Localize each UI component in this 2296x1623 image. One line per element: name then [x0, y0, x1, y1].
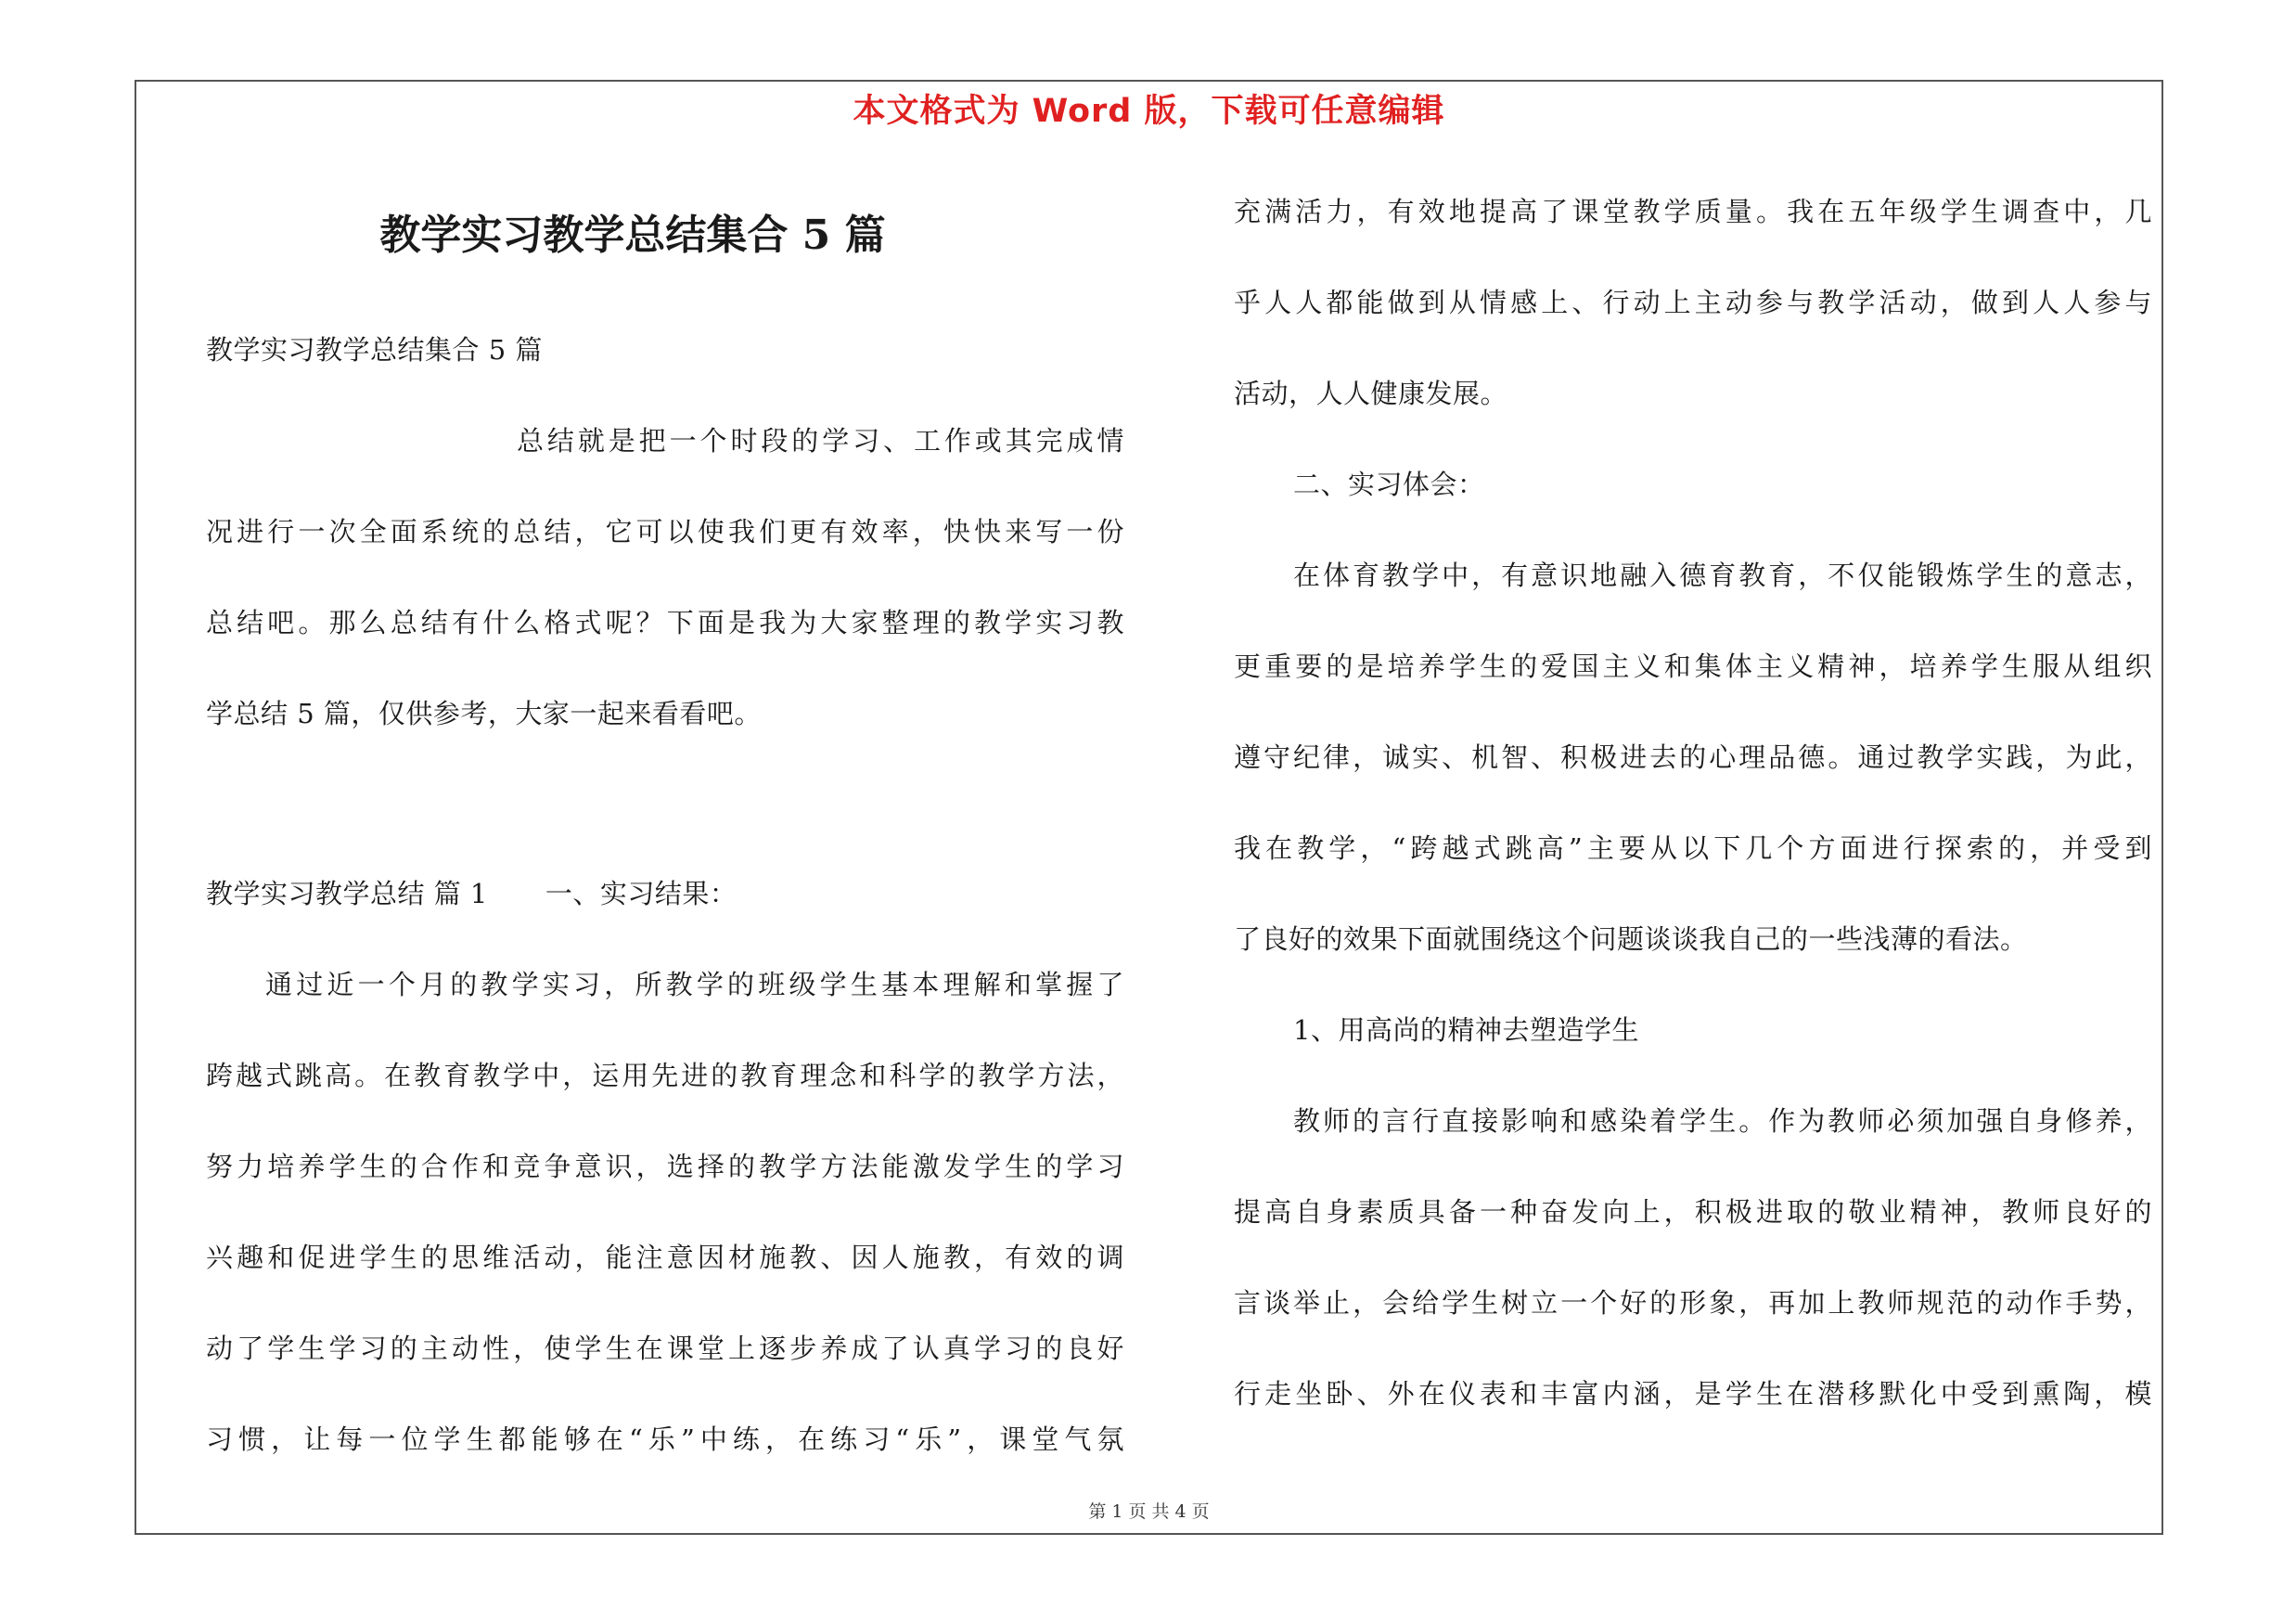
body-line: 行走坐卧、外在仪表和丰富内涵，是学生在潜移默化中受到熏陶，模: [1234, 1378, 2152, 1410]
intro-line: 总结吧。那么总结有什么格式呢？下面是我为大家整理的教学实习教: [206, 607, 1124, 638]
body-line: 教师的言行直接影响和感染着学生。作为教师必须加强自身修养，: [1293, 1105, 2152, 1137]
section-heading: [206, 869, 1124, 918]
section-subheading: 1、用高尚的精神去塑造学生: [1293, 1014, 1639, 1046]
body-line: 了良好的效果下面就围绕这个问题谈谈我自己的一些浅薄的看法。: [1234, 923, 2028, 955]
body-line: 更重要的是培养学生的爱国主义和集体主义精神，培养学生服从组织: [1234, 650, 2152, 682]
section-subheading: 一、实习结果：: [545, 878, 738, 909]
body-line: 通过近一个月的教学实习，所教学的班级学生基本理解和掌握了: [265, 969, 1124, 1000]
intro-line: 总结就是把一个时段的学习、工作或其完成情: [517, 425, 1124, 457]
intro-line: 况进行一次全面系统的总结，它可以使我们更有效率，快快来写一份: [206, 516, 1124, 547]
body-line: 提高自身素质具备一种奋发向上，积极进取的敬业精神，教师良好的: [1234, 1196, 2152, 1228]
body-line: 充满活力，有效地提高了课堂教学质量。我在五年级学生调查中，几: [1234, 196, 2152, 227]
body-line: 动了学生学习的主动性，使学生在课堂上逐步养成了认真学习的良好: [206, 1333, 1124, 1364]
body-line: 努力培养学生的合作和竞争意识，选择的教学方法能激发学生的学习: [206, 1151, 1124, 1182]
body-line: 我在教学，“跨越式跳高”主要从以下几个方面进行探索的，并受到: [1234, 832, 2152, 864]
body-line: 乎人人都能做到从情感上、行动上主动参与教学活动，做到人人参与: [1234, 287, 2152, 318]
section-label: 教学实习教学总结 篇 1: [206, 878, 488, 909]
section-subheading: 二、实习体会：: [1293, 469, 1485, 500]
body-line: 跨越式跳高。在教育教学中，运用先进的教育理念和科学的教学方法，: [206, 1060, 1124, 1091]
format-banner: 本文格式为 Word 版，下载可任意编辑: [853, 93, 1445, 130]
body-line: 兴趣和促进学生的思维活动，能注意因材施教、因人施教，有效的调: [206, 1242, 1124, 1273]
body-line: 遵守纪律，诚实、机智、积极进去的心理品德。通过教学实践，为此，: [1234, 741, 2152, 773]
body-line: 言谈举止，会给学生树立一个好的形象，再加上教师规范的动作手势，: [1234, 1287, 2152, 1319]
intro-line: 学总结 5 篇，仅供参考，大家一起来看看吧。: [206, 698, 762, 729]
body-line: 习惯，让每一位学生都能够在“乐”中练，在练习“乐”，课堂气氛: [206, 1423, 1124, 1455]
page-number-footer: 第 1 页 共 4 页: [1088, 1501, 1210, 1522]
body-line: 在体育教学中，有意识地融入德育教育，不仅能锻炼学生的意志，: [1293, 560, 2152, 591]
subtitle: 教学实习教学总结集合 5 篇: [206, 334, 543, 366]
document-title: 教学实习教学总结集合 5 篇: [379, 212, 886, 259]
body-line: 活动，人人健康发展。: [1234, 378, 1508, 409]
